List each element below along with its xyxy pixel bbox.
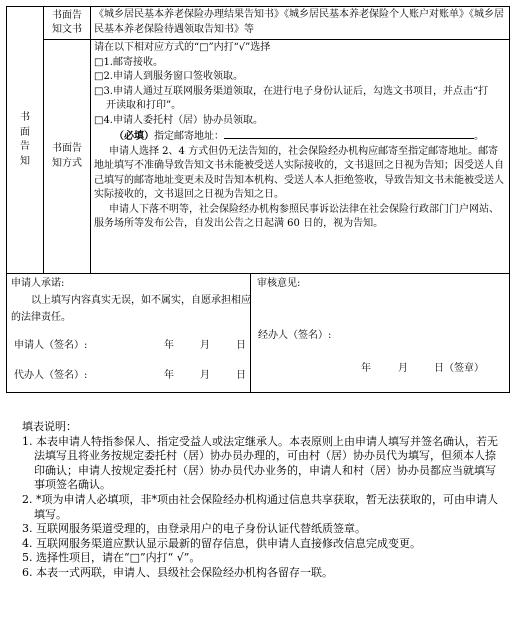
option-mail[interactable]: □1.邮寄接收。 bbox=[94, 56, 163, 68]
option-internet-continued: 开读取和打印”。 bbox=[106, 100, 182, 111]
side-label-cell bbox=[7, 7, 44, 274]
notice-method-content bbox=[91, 40, 510, 274]
option-coordinator[interactable]: □4.申请人委托村（居）协办员领取。 bbox=[94, 114, 263, 126]
instruction-1: 1. 本表申请人特指参保人、指定受益人或法定继承人。本表原则上由申请人填写并签名确认，若无法填写且将业务按规定委托村（居）协办员办理的，可由村（居）协办员代为填写，但须本人捺印确认；申请人按规定委托村（居）协办员代办业务的，申请人和村（居）协办员都应当就填写事项签名确认。 bbox=[22, 434, 498, 492]
notice-paragraph-2: 申请人下落不明等，社会保险经办机构参照民事诉讼法律在社会保险行政部门门户网站、服务场所等发布公告，自发出公告之日起满 60 日的，视为告知。 bbox=[94, 203, 499, 229]
instruction-5: 5. 选择性项目，请在“□”内打“ √”。 bbox=[22, 551, 201, 565]
instructions-title: 填表说明： bbox=[22, 420, 77, 433]
notice-paragraph-1: 申请人选择 2、4 方式但仍无法告知的，社会保险经办机构应邮寄至指定邮寄地址。邮寄地址填写不准确导致告知文书未能被受送人实际接收的，文书退回之日视为告知；因受送人自己填写的邮寄地址变更未及时告知本机构、受送人本人拒绝签收，导致告知文书未能被受送人实际接收的，文书退回之日视为告知之日。 bbox=[94, 145, 504, 200]
review-opinion-title: 审核意见: bbox=[257, 278, 301, 289]
applicant-commitment-cell bbox=[7, 274, 251, 393]
applicant-day: 日 bbox=[236, 340, 246, 351]
applicant-month: 月 bbox=[200, 340, 210, 351]
review-opinion-cell bbox=[251, 274, 510, 393]
notice-document-label-line2: 知文书 bbox=[52, 24, 82, 35]
applicant-year: 年 bbox=[164, 340, 174, 351]
agent-month: 月 bbox=[200, 370, 210, 381]
notice-document-label-cell bbox=[44, 7, 91, 40]
agent-sign-label: 代办人（签名）: bbox=[14, 370, 88, 381]
agent-year: 年 bbox=[164, 370, 174, 381]
side-label: 书面告知 bbox=[20, 112, 30, 167]
notice-method-label-cell bbox=[44, 40, 91, 274]
required-mark: （必填） bbox=[114, 131, 154, 142]
notice-document-label-line1: 书面告 bbox=[52, 9, 82, 21]
instruction-6: 6. 本表一式两联，申请人、县级社会保险经办机构各留存一联。 bbox=[22, 565, 333, 579]
option-window[interactable]: □2.申请人到服务窗口签收领取。 bbox=[94, 71, 243, 82]
instruction-2: 2. *项为申请人必填项，非*项由社会保险经办机构通过信息共享获取，暂无法获取的，可由申请人填写。 bbox=[22, 492, 498, 521]
option-internet[interactable]: □3.申请人通过互联网服务渠道领取，在进行电子身份认证后，勾选文书项目，并点击“打 bbox=[94, 85, 489, 97]
review-day-seal: 日（签章） bbox=[434, 363, 484, 374]
address-period: 。 bbox=[474, 131, 484, 142]
method-intro: 请在以下相对应方式的“□”内打“√”选择 bbox=[94, 42, 271, 53]
applicant-commitment-title: 申请人承诺: bbox=[11, 278, 65, 289]
address-input-line[interactable] bbox=[224, 128, 474, 139]
notice-document-content: 《城乡居民基本养老保险办理结果告知书》《城乡居民基本养老保险个人账户对账单》《城乡居民基本养老保险待遇领取告知书》等 bbox=[91, 7, 510, 40]
review-month: 月 bbox=[398, 363, 408, 374]
review-year: 年 bbox=[361, 363, 371, 374]
instruction-4: 4. 互联网服务渠道应默认显示最新的留存信息，供申请人直接修改信息完成变更。 bbox=[22, 536, 421, 550]
applicant-sign-label: 申请人（签名）: bbox=[14, 340, 88, 351]
notice-form-table bbox=[6, 6, 510, 393]
instruction-3: 3. 互联网服务渠道受理的，由登录用户的电子身份认证代替纸质签章。 bbox=[22, 522, 366, 536]
handler-sign-label: 经办人（签名）: bbox=[258, 330, 332, 341]
agent-day: 日 bbox=[236, 370, 246, 381]
address-label: 指定邮寄地址： bbox=[154, 131, 224, 142]
notice-method-label-line1: 书面告 bbox=[52, 143, 82, 154]
applicant-commitment-text: 以上填写内容真实无误，如不属实，自愿承担相应的法律责任。 bbox=[11, 295, 251, 323]
mail-address-line bbox=[94, 128, 506, 145]
notice-method-label-line2: 知方式 bbox=[52, 157, 82, 169]
filling-instructions bbox=[22, 420, 502, 581]
